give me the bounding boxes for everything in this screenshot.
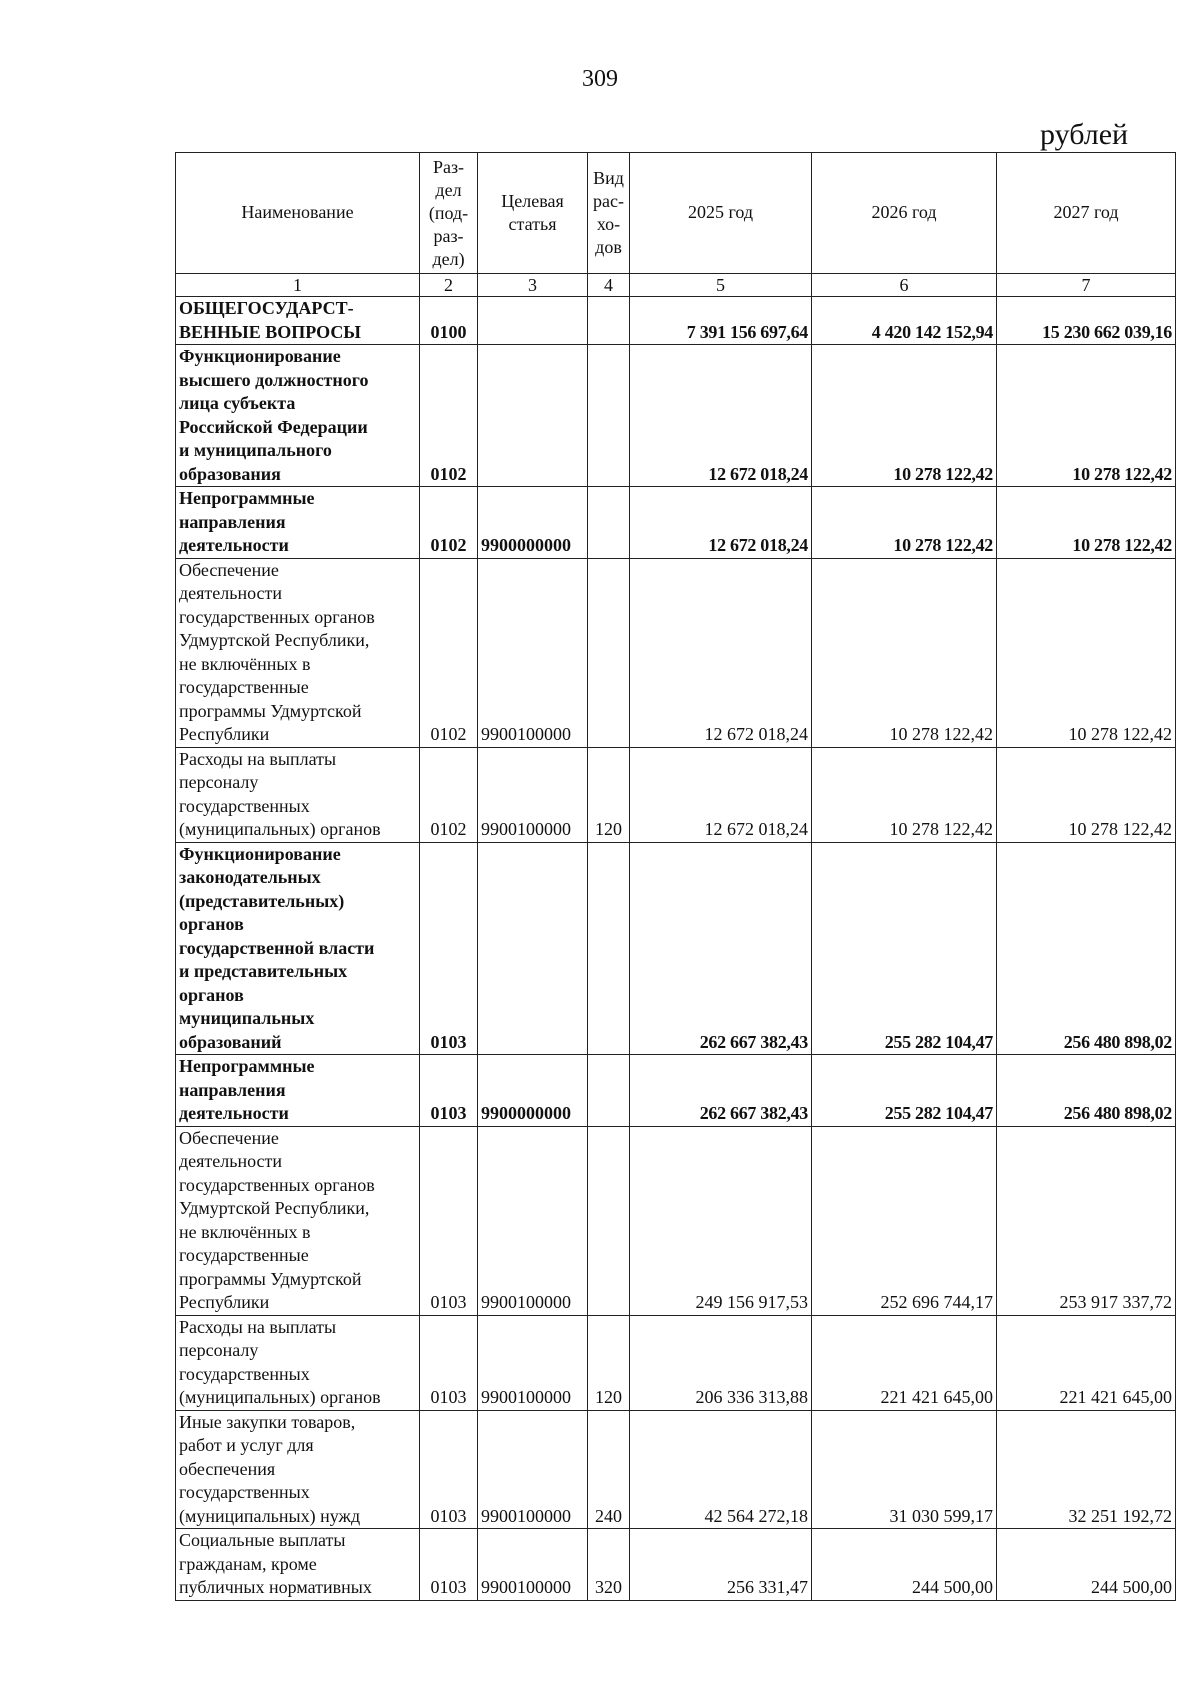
row-amount-2026-cell: 10 278 122,42: [812, 487, 997, 559]
table-header-row: [176, 153, 1176, 274]
row-vid-cell: 320: [588, 1529, 630, 1601]
row-name-line: Функционирование: [179, 843, 341, 864]
row-name-line: государственной власти: [179, 937, 375, 958]
row-name-line: деятельности: [179, 1151, 283, 1171]
row-name-cell: [176, 842, 420, 1055]
row-name-line: государственных: [179, 795, 310, 816]
row-name-line: Непрограммные: [179, 1056, 315, 1076]
row-name-line: государственных: [179, 1363, 310, 1384]
row-name-line: Непрограммные: [179, 488, 315, 508]
row-name-line: Обеспечение: [179, 559, 279, 580]
column-number: 3: [478, 274, 588, 297]
table-row: [176, 1410, 1176, 1529]
row-name-line: деятельности: [179, 1103, 289, 1123]
row-amount-2025-cell: 249 156 917,53: [630, 1126, 812, 1315]
row-razdel-cell: 0102: [420, 558, 478, 747]
table-row: [176, 297, 1176, 345]
row-vid-cell: 120: [588, 747, 630, 842]
row-name-line: обеспечения: [179, 1458, 276, 1479]
row-name-cell: [176, 1529, 420, 1601]
row-amount-2027-cell: 256 480 898,02: [997, 842, 1176, 1055]
header-2026: 2026 год: [812, 153, 997, 274]
row-amount-2025-cell: 12 672 018,24: [630, 558, 812, 747]
row-name-line: направления: [179, 1079, 286, 1100]
row-name-line: муниципальных: [179, 1008, 315, 1028]
row-amount-2027-cell: 10 278 122,42: [997, 558, 1176, 747]
row-amount-2026-cell: 255 282 104,47: [812, 842, 997, 1055]
row-statya-cell: 9900100000: [478, 747, 588, 842]
row-name-cell: [176, 747, 420, 842]
row-name-cell: [176, 1315, 420, 1410]
row-name-cell: [176, 1126, 420, 1315]
row-razdel-cell: 0103: [420, 1529, 478, 1601]
table-row: [176, 345, 1176, 487]
row-name-cell: [176, 1410, 420, 1529]
row-name-line: образований: [179, 1031, 282, 1052]
row-name-line: Республики: [179, 724, 270, 744]
row-name-line: органов: [179, 984, 244, 1005]
table-row: [176, 1315, 1176, 1410]
row-amount-2026-cell: 255 282 104,47: [812, 1055, 997, 1127]
row-name-line: и муниципального: [179, 440, 332, 460]
row-statya-cell: 9900100000: [478, 1529, 588, 1601]
column-number: 2: [420, 274, 478, 297]
row-name-cell: [176, 1055, 420, 1127]
column-number: 7: [997, 274, 1176, 297]
row-name-cell: [176, 558, 420, 747]
row-amount-2026-cell: 221 421 645,00: [812, 1315, 997, 1410]
row-amount-2026-cell: 31 030 599,17: [812, 1410, 997, 1529]
row-name-line: (муниципальных) нужд: [179, 1505, 361, 1526]
table-row: [176, 842, 1176, 1055]
row-name-line: Обеспечение: [179, 1127, 279, 1148]
row-razdel-cell: 0102: [420, 747, 478, 842]
row-name-line: ОБЩЕГОСУДАРСТ-: [179, 298, 354, 318]
row-name-line: ВЕННЫЕ ВОПРОСЫ: [179, 321, 361, 342]
row-name-line: Расходы на выплаты: [179, 748, 337, 769]
table-row: [176, 747, 1176, 842]
row-name-line: государственные: [179, 677, 309, 697]
row-amount-2025-cell: 262 667 382,43: [630, 842, 812, 1055]
row-name-line: Российской Федерации: [179, 416, 368, 437]
row-vid-cell: [588, 1126, 630, 1315]
row-name-cell: [176, 487, 420, 559]
row-amount-2026-cell: 4 420 142 152,94: [812, 297, 997, 345]
row-name-line: государственные: [179, 1245, 309, 1265]
column-number-row: [176, 274, 1176, 297]
row-name-line: Республики: [179, 1292, 270, 1312]
row-razdel-cell: 0103: [420, 842, 478, 1055]
table-row: [176, 1055, 1176, 1127]
row-name-line: государственных органов: [179, 606, 375, 627]
column-number: 5: [630, 274, 812, 297]
row-amount-2027-cell: 256 480 898,02: [997, 1055, 1176, 1127]
row-amount-2025-cell: 12 672 018,24: [630, 345, 812, 487]
row-amount-2026-cell: 10 278 122,42: [812, 345, 997, 487]
row-razdel-cell: 0103: [420, 1410, 478, 1529]
row-amount-2026-cell: 10 278 122,42: [812, 747, 997, 842]
table-row: [176, 1126, 1176, 1315]
row-statya-cell: 9900100000: [478, 1315, 588, 1410]
row-amount-2027-cell: 253 917 337,72: [997, 1126, 1176, 1315]
row-name-line: органов: [179, 914, 244, 934]
row-amount-2027-cell: 10 278 122,42: [997, 345, 1176, 487]
header-name: Наименование: [176, 153, 420, 274]
row-name-line: не включённых в: [179, 1221, 311, 1242]
row-name-line: публичных нормативных: [179, 1577, 372, 1597]
row-amount-2027-cell: 15 230 662 039,16: [997, 297, 1176, 345]
row-vid-cell: [588, 487, 630, 559]
row-statya-cell: 9900000000: [478, 1055, 588, 1127]
row-amount-2026-cell: 10 278 122,42: [812, 558, 997, 747]
row-name-cell: [176, 345, 420, 487]
row-name-line: не включённых в: [179, 653, 311, 674]
row-name-line: государственных органов: [179, 1174, 375, 1195]
row-amount-2025-cell: 206 336 313,88: [630, 1315, 812, 1410]
column-number: 6: [812, 274, 997, 297]
row-amount-2027-cell: 10 278 122,42: [997, 487, 1176, 559]
row-vid-cell: [588, 297, 630, 345]
row-amount-2025-cell: 262 667 382,43: [630, 1055, 812, 1127]
row-name-line: Иные закупки товаров,: [179, 1411, 356, 1432]
row-name-line: (муниципальных) органов: [179, 819, 381, 839]
column-number: 1: [176, 274, 420, 297]
budget-table: [175, 152, 1176, 1601]
currency-unit-label: рублей: [1040, 118, 1129, 151]
row-name-line: Функционирование: [179, 346, 341, 366]
row-amount-2025-cell: 42 564 272,18: [630, 1410, 812, 1529]
row-razdel-cell: 0100: [420, 297, 478, 345]
row-statya-cell: [478, 297, 588, 345]
row-amount-2026-cell: 244 500,00: [812, 1529, 997, 1601]
row-vid-cell: [588, 842, 630, 1055]
row-statya-cell: 9900000000: [478, 487, 588, 559]
page-number: 309: [582, 66, 618, 92]
row-amount-2027-cell: 10 278 122,42: [997, 747, 1176, 842]
row-name-line: Расходы на выплаты: [179, 1316, 337, 1337]
table-row: [176, 487, 1176, 559]
header-razdel: Раз- дел (под- раз- дел): [420, 153, 478, 274]
row-name-line: персоналу: [179, 772, 259, 792]
header-vid: Вид рас- хо- дов: [588, 153, 630, 274]
table-row: [176, 558, 1176, 747]
row-name-line: работ и услуг для: [179, 1435, 314, 1455]
header-2027: 2027 год: [997, 153, 1176, 274]
row-razdel-cell: 0102: [420, 487, 478, 559]
row-name-cell: [176, 297, 420, 345]
row-name-line: направления: [179, 511, 286, 532]
row-razdel-cell: 0103: [420, 1315, 478, 1410]
row-name-line: персоналу: [179, 1340, 259, 1360]
row-name-line: Социальные выплаты: [179, 1530, 346, 1550]
row-name-line: Удмуртской Республики,: [179, 1198, 370, 1218]
row-name-line: (муниципальных) органов: [179, 1387, 381, 1407]
row-name-line: деятельности: [179, 535, 289, 555]
row-amount-2025-cell: 7 391 156 697,64: [630, 297, 812, 345]
row-name-line: деятельности: [179, 583, 283, 603]
row-amount-2026-cell: 252 696 744,17: [812, 1126, 997, 1315]
row-name-line: программы Удмуртской: [179, 700, 362, 721]
row-name-line: образования: [179, 463, 281, 484]
row-name-line: законодательных: [179, 867, 321, 887]
row-amount-2025-cell: 12 672 018,24: [630, 487, 812, 559]
row-vid-cell: 120: [588, 1315, 630, 1410]
column-number: 4: [588, 274, 630, 297]
row-amount-2025-cell: 12 672 018,24: [630, 747, 812, 842]
row-razdel-cell: 0103: [420, 1055, 478, 1127]
row-amount-2027-cell: 32 251 192,72: [997, 1410, 1176, 1529]
row-vid-cell: [588, 1055, 630, 1127]
row-name-line: лица субъекта: [179, 393, 296, 413]
row-amount-2025-cell: 256 331,47: [630, 1529, 812, 1601]
row-razdel-cell: 0102: [420, 345, 478, 487]
row-statya-cell: 9900100000: [478, 558, 588, 747]
row-name-line: государственных: [179, 1482, 310, 1502]
row-name-line: (представительных): [179, 890, 345, 911]
header-statya: Целевая статья: [478, 153, 588, 274]
row-name-line: высшего должностного: [179, 369, 369, 390]
header-2025: 2025 год: [630, 153, 812, 274]
row-statya-cell: [478, 345, 588, 487]
row-statya-cell: 9900100000: [478, 1410, 588, 1529]
row-statya-cell: [478, 842, 588, 1055]
row-statya-cell: 9900100000: [478, 1126, 588, 1315]
row-vid-cell: 240: [588, 1410, 630, 1529]
row-amount-2027-cell: 221 421 645,00: [997, 1315, 1176, 1410]
row-name-line: Удмуртской Республики,: [179, 630, 370, 650]
row-name-line: гражданам, кроме: [179, 1553, 317, 1574]
table-row: [176, 1529, 1176, 1601]
table-body: [176, 297, 1176, 1601]
row-razdel-cell: 0103: [420, 1126, 478, 1315]
row-name-line: и представительных: [179, 961, 348, 981]
row-vid-cell: [588, 558, 630, 747]
row-name-line: программы Удмуртской: [179, 1268, 362, 1289]
row-amount-2027-cell: 244 500,00: [997, 1529, 1176, 1601]
row-vid-cell: [588, 345, 630, 487]
